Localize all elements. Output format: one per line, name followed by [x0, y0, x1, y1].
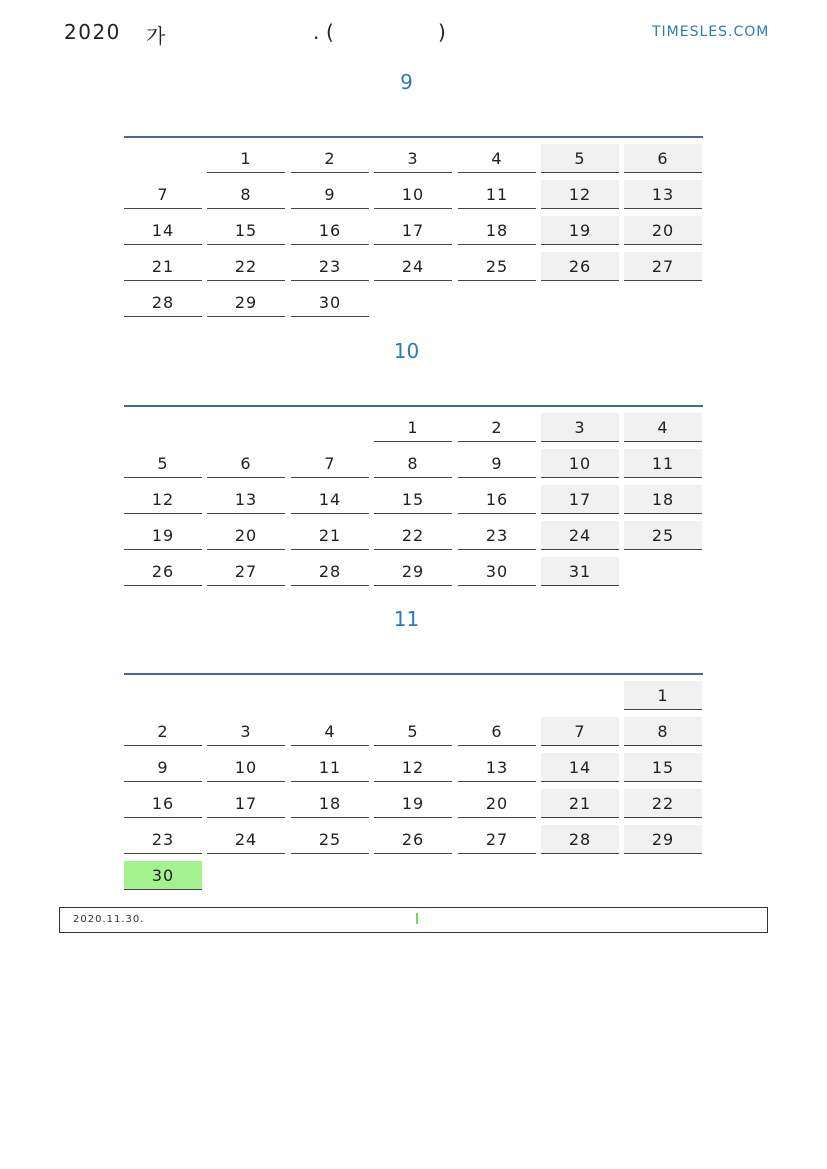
day-cell[interactable]: 11: [291, 753, 369, 782]
day-cell[interactable]: 6: [458, 717, 536, 746]
day-cell[interactable]: 20: [624, 216, 702, 245]
day-cell[interactable]: 14: [291, 485, 369, 514]
day-cell[interactable]: 9: [124, 753, 202, 782]
day-cell[interactable]: 28: [291, 557, 369, 586]
day-cell[interactable]: 2: [458, 413, 536, 442]
day-cell[interactable]: 1: [207, 144, 285, 173]
page-header: [0, 0, 827, 60]
day-cell[interactable]: 22: [624, 789, 702, 818]
day-cell[interactable]: 7: [541, 717, 619, 746]
day-cell[interactable]: 26: [124, 557, 202, 586]
month-rule: [124, 405, 703, 407]
day-cell[interactable]: 29: [207, 288, 285, 317]
day-cell[interactable]: 7: [291, 449, 369, 478]
day-cell[interactable]: 20: [458, 789, 536, 818]
day-cell[interactable]: 16: [291, 216, 369, 245]
header-paren-close: ): [438, 20, 446, 44]
day-cell[interactable]: 7: [124, 180, 202, 209]
day-cell[interactable]: 23: [291, 252, 369, 281]
day-cell[interactable]: 13: [458, 753, 536, 782]
day-cell[interactable]: 26: [541, 252, 619, 281]
footer-date: 2020.11.30.: [73, 914, 145, 925]
day-cell[interactable]: 10: [541, 449, 619, 478]
day-cell[interactable]: 25: [624, 521, 702, 550]
month-rule: [124, 136, 703, 138]
header-dot: .: [313, 20, 320, 44]
day-cell[interactable]: 30: [458, 557, 536, 586]
day-cell[interactable]: 19: [541, 216, 619, 245]
day-cell[interactable]: 20: [207, 521, 285, 550]
text-cursor-mark: [416, 913, 418, 924]
day-cell[interactable]: 4: [291, 717, 369, 746]
day-cell[interactable]: 17: [374, 216, 452, 245]
day-cell[interactable]: 27: [207, 557, 285, 586]
day-cell[interactable]: 4: [458, 144, 536, 173]
day-cell[interactable]: 3: [207, 717, 285, 746]
day-cell[interactable]: 10: [207, 753, 285, 782]
day-cell[interactable]: 15: [207, 216, 285, 245]
day-cell[interactable]: 10: [374, 180, 452, 209]
day-cell[interactable]: 21: [541, 789, 619, 818]
day-cell[interactable]: 6: [207, 449, 285, 478]
month-title: 11: [393, 607, 420, 631]
day-cell[interactable]: 29: [624, 825, 702, 854]
day-cell[interactable]: 11: [624, 449, 702, 478]
day-cell[interactable]: 28: [124, 288, 202, 317]
day-cell[interactable]: 24: [541, 521, 619, 550]
day-cell[interactable]: 3: [541, 413, 619, 442]
day-cell[interactable]: 24: [207, 825, 285, 854]
day-cell[interactable]: 19: [124, 521, 202, 550]
day-cell[interactable]: 3: [374, 144, 452, 173]
day-cell[interactable]: 11: [458, 180, 536, 209]
day-cell[interactable]: 23: [458, 521, 536, 550]
day-cell[interactable]: 2: [124, 717, 202, 746]
day-cell[interactable]: 21: [124, 252, 202, 281]
day-cell[interactable]: 5: [124, 449, 202, 478]
day-cell[interactable]: 9: [458, 449, 536, 478]
day-cell[interactable]: 17: [207, 789, 285, 818]
day-cell[interactable]: 8: [207, 180, 285, 209]
day-cell[interactable]: 4: [624, 413, 702, 442]
day-cell[interactable]: 26: [374, 825, 452, 854]
day-cell[interactable]: 27: [624, 252, 702, 281]
day-cell[interactable]: 13: [624, 180, 702, 209]
day-cell[interactable]: 22: [374, 521, 452, 550]
day-cell[interactable]: 16: [124, 789, 202, 818]
header-year: 2020: [64, 20, 121, 44]
day-cell[interactable]: 17: [541, 485, 619, 514]
day-cell[interactable]: 1: [624, 681, 702, 710]
day-cell[interactable]: 29: [374, 557, 452, 586]
day-cell-today[interactable]: 30: [124, 861, 202, 890]
day-cell[interactable]: 14: [541, 753, 619, 782]
month-title: 9: [400, 70, 413, 94]
day-cell[interactable]: 5: [541, 144, 619, 173]
day-cell[interactable]: 5: [374, 717, 452, 746]
footer-bar: [59, 907, 768, 933]
day-cell[interactable]: 28: [541, 825, 619, 854]
brand-link[interactable]: TIMESLES.COM: [652, 24, 770, 40]
day-cell[interactable]: 12: [541, 180, 619, 209]
month-title: 10: [393, 339, 420, 363]
day-cell[interactable]: 8: [374, 449, 452, 478]
day-cell[interactable]: 18: [291, 789, 369, 818]
month-rule: [124, 673, 703, 675]
day-cell[interactable]: 1: [374, 413, 452, 442]
day-cell[interactable]: 21: [291, 521, 369, 550]
day-cell[interactable]: 31: [541, 557, 619, 586]
day-cell[interactable]: 14: [124, 216, 202, 245]
day-cell[interactable]: 25: [291, 825, 369, 854]
header-paren-open: (: [326, 20, 334, 44]
day-cell[interactable]: 9: [291, 180, 369, 209]
day-cell[interactable]: 30: [291, 288, 369, 317]
day-cell[interactable]: 24: [374, 252, 452, 281]
day-cell[interactable]: 15: [624, 753, 702, 782]
day-cell[interactable]: 8: [624, 717, 702, 746]
day-cell[interactable]: 16: [458, 485, 536, 514]
day-cell[interactable]: 22: [207, 252, 285, 281]
day-cell[interactable]: 2: [291, 144, 369, 173]
header-ga: 가: [146, 24, 166, 48]
day-cell[interactable]: 18: [458, 216, 536, 245]
day-cell[interactable]: 13: [207, 485, 285, 514]
day-cell[interactable]: 6: [624, 144, 702, 173]
day-cell[interactable]: 19: [374, 789, 452, 818]
day-cell[interactable]: 12: [374, 753, 452, 782]
day-cell[interactable]: 18: [624, 485, 702, 514]
day-cell[interactable]: 23: [124, 825, 202, 854]
day-cell[interactable]: 12: [124, 485, 202, 514]
day-cell[interactable]: 27: [458, 825, 536, 854]
day-cell[interactable]: 25: [458, 252, 536, 281]
day-cell[interactable]: 15: [374, 485, 452, 514]
